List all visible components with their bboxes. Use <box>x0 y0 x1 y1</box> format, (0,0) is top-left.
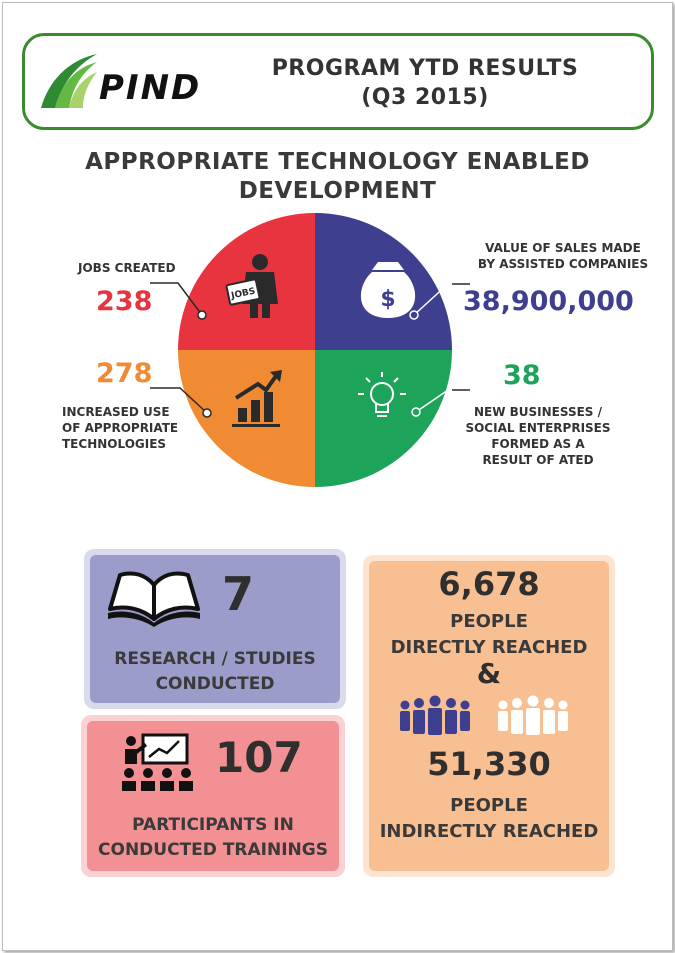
direct-reach-label <box>369 609 609 661</box>
indirect-reach-label-line1: PEOPLE <box>450 795 528 816</box>
business-label-line4: RESULT OF ATED <box>482 453 594 467</box>
indirect-reach-label-line2: INDIRECTLY REACHED <box>379 821 599 842</box>
direct-reach-value: 6,678 <box>438 565 540 603</box>
research-box <box>90 555 340 703</box>
indirect-reach-label <box>369 793 609 845</box>
tech-label-line1: INCREASED USE <box>62 405 170 419</box>
header-title-line2: (Q3 2015) <box>361 85 489 110</box>
training-value: 107 <box>215 733 303 782</box>
book-icon <box>106 569 202 629</box>
people-group-icon <box>397 695 585 737</box>
training-label-line2: CONDUCTED TRAININGS <box>98 840 328 860</box>
sales-label-line2: BY ASSISTED COMPANIES <box>477 257 649 271</box>
tech-value: 278 <box>96 358 153 389</box>
training-box-outer <box>81 715 345 877</box>
sales-label <box>468 240 658 272</box>
direct-reach-label-line2: DIRECTLY REACHED <box>390 637 588 658</box>
training-label <box>87 813 339 863</box>
business-label <box>458 404 618 468</box>
research-label <box>90 647 340 697</box>
tech-label-line3: TECHNOLOGIES <box>62 437 167 451</box>
svg-text:JOBS: JOBS <box>230 286 257 302</box>
sales-value: 38,900,000 <box>463 286 634 317</box>
svg-text:$: $ <box>380 287 396 312</box>
business-value: 38 <box>503 360 541 391</box>
training-label-line1: PARTICIPANTS IN <box>132 815 294 835</box>
research-value: 7 <box>222 567 255 621</box>
training-box <box>87 721 339 871</box>
quadrant-circle <box>178 213 452 487</box>
tech-label-line2: OF APPROPRIATE <box>62 421 179 435</box>
logo-text: PIND <box>99 68 202 108</box>
header-title-line1: PROGRAM YTD RESULTS <box>271 56 579 81</box>
tech-label <box>62 404 178 452</box>
business-label-line1: NEW BUSINESSES / <box>473 405 603 419</box>
training-presentation-icon <box>121 731 195 793</box>
indirect-people-icon <box>498 696 568 736</box>
jobs-label: JOBS CREATED <box>78 261 176 275</box>
ampersand: & <box>476 657 502 690</box>
sales-label-line1: VALUE OF SALES MADE <box>485 241 641 255</box>
indirect-reach-value: 51,330 <box>427 745 551 783</box>
section-title-line1: APPROPRIATE TECHNOLOGY ENABLED <box>85 149 590 175</box>
business-label-line2: SOCIAL ENTERPRISES <box>465 421 611 435</box>
business-label-line3: FORMED AS A <box>491 437 585 451</box>
section-title-line2: DEVELOPMENT <box>238 178 437 204</box>
reach-box-outer <box>363 555 615 877</box>
direct-reach-label-line1: PEOPLE <box>450 611 528 632</box>
jobs-value: 238 <box>96 286 153 317</box>
research-box-outer <box>84 549 346 709</box>
direct-people-icon <box>400 696 470 736</box>
reach-box <box>369 561 609 871</box>
quadrant-business <box>315 350 452 487</box>
research-label-line1: RESEARCH / STUDIES <box>114 649 316 669</box>
research-label-line2: CONDUCTED <box>155 674 275 694</box>
